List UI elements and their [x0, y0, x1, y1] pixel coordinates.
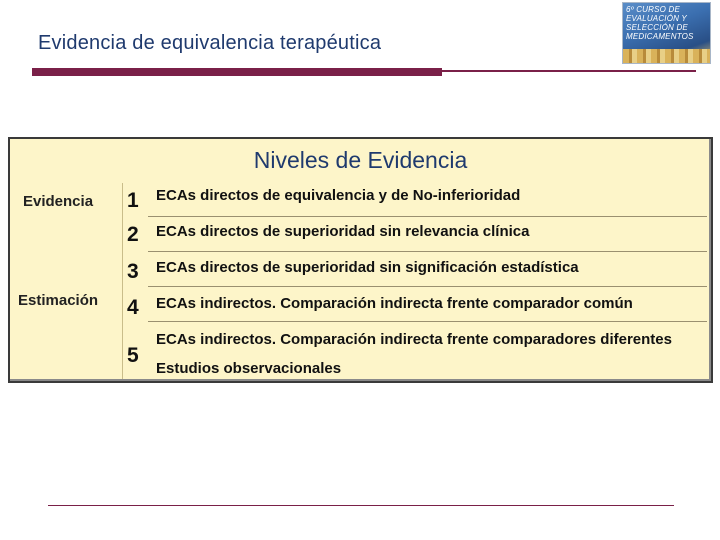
label-estimacion: Estimación [18, 292, 99, 309]
logo-line-2: EVALUACIÓN Y [626, 14, 687, 23]
row-separator [148, 321, 707, 322]
course-logo [622, 2, 711, 64]
title-underline-thick [32, 68, 442, 76]
level-desc-1: ECAs directos de equivalencia y de No-inferioridad [156, 187, 521, 204]
slide-title: Evidencia de equivalencia terapéutica [38, 32, 382, 54]
logo-line-1: 6º CURSO DE [626, 5, 681, 14]
row-separator [148, 216, 707, 217]
logo-line-4: MEDICAMENTOS [626, 32, 694, 41]
evidence-levels-panel [8, 137, 713, 383]
level-number-2: 2 [127, 223, 139, 246]
level-desc-2: ECAs directos de superioridad sin relevancia clínica [156, 223, 530, 240]
row-separator [148, 286, 707, 287]
level-desc-4b: ECAs indirectos. Comparación indirecta frente comparadores diferentes [156, 331, 672, 348]
level-number-1: 1 [127, 189, 139, 212]
logo-line-3: SELECCIÓN DE [626, 23, 688, 32]
label-evidencia: Evidencia [23, 193, 94, 210]
level-number-3: 3 [127, 260, 139, 283]
level-number-4: 4 [127, 296, 139, 319]
footer-divider [48, 505, 674, 506]
title-underline-thin [442, 70, 696, 72]
logo-coins-image [623, 49, 710, 63]
level-desc-3: ECAs directos de superioridad sin significación estadística [156, 259, 579, 276]
level-desc-4: ECAs indirectos. Comparación indirecta frente comparador común [156, 295, 633, 312]
level-number-5: 5 [127, 344, 139, 367]
row-separator [148, 251, 707, 252]
panel-heading: Niveles de Evidencia [253, 147, 468, 173]
number-column-divider [122, 183, 123, 379]
level-desc-5: Estudios observacionales [156, 360, 342, 377]
